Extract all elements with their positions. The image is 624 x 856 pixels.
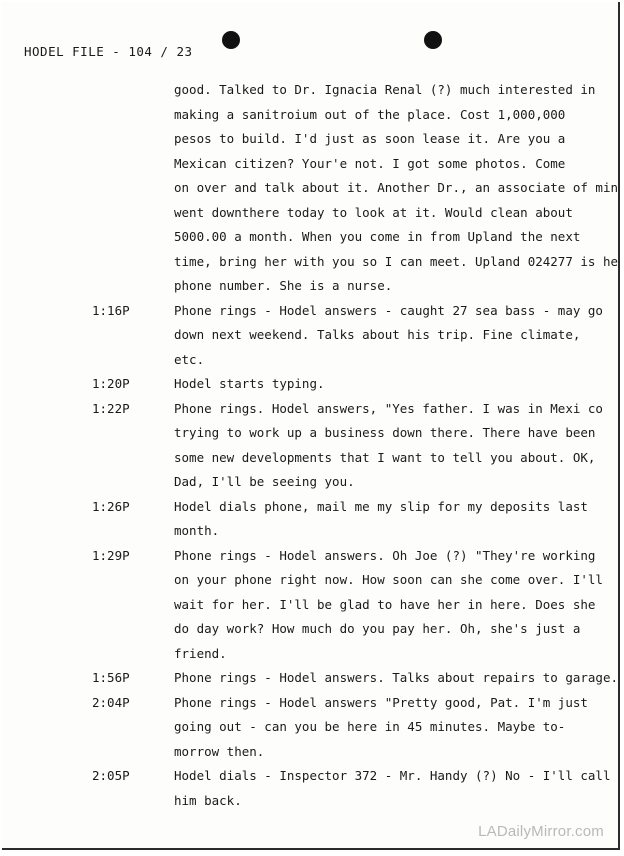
text-line: good. Talked to Dr. Ignacia Renal (?) much interested in (174, 82, 596, 97)
text-line: morrow then. (174, 743, 265, 759)
entry-time: 1:26P (92, 498, 130, 514)
text-line: him back. (174, 792, 242, 808)
text-line: month. (174, 523, 220, 538)
file-header: HODEL FILE - 104 / 23 (24, 44, 193, 59)
entry-time: 1:22P (92, 400, 130, 416)
entry-time: 1:16P (92, 302, 130, 318)
entry-time: 2:05P (92, 768, 130, 783)
log-entry (2, 372, 620, 397)
text-line: some new developments that I want to tell you about. OK, (174, 449, 596, 465)
text-line: wait for her. I'll be glad to have her in here. Does she (174, 596, 596, 612)
punch-hole-left (222, 31, 240, 49)
entry-time: 2:04P (92, 694, 130, 710)
text-line: on your phone right now. How soon can she come over. I'll (174, 572, 603, 587)
entry-time: 1:29P (92, 547, 130, 563)
entry-time: 1:20P (92, 376, 130, 391)
entry-text (174, 397, 614, 495)
text-line: went downthere today to look at it. Would clean about (174, 204, 573, 220)
text-line: friend. (174, 645, 227, 661)
text-line: Hodel dials phone, mail me my slip for my deposits last (174, 498, 588, 514)
text-line: Phone rings - Hodel answers. Talks about repairs to garage. (174, 670, 619, 685)
text-line: Dad, I'll be seeing you. (174, 474, 355, 489)
entry-text (174, 764, 614, 813)
text-line: pesos to build. I'd just as soon lease it. Are you a (174, 131, 566, 146)
intro-paragraph (174, 78, 619, 299)
text-line: Phone rings. Hodel answers, "Yes father. I was in Mexi co (174, 400, 603, 416)
entry-text (174, 691, 614, 765)
text-line: Hodel dials - Inspector 372 - Mr. Handy (?) No - I'll call (174, 768, 611, 783)
text-line: down next weekend. Talks about his trip. Fine climate, (174, 327, 581, 342)
entry-text (174, 372, 614, 397)
punch-hole-right (424, 31, 442, 49)
text-line: 5000.00 a month. When you come in from Upland the next (174, 229, 581, 244)
text-line: making a sanitroium out of the place. Cost 1,000,000 (174, 106, 566, 122)
text-line: Phone rings - Hodel answers - caught 27 sea bass - may go (174, 302, 603, 318)
site-watermark: LADailyMirror.com (478, 823, 604, 840)
text-line: phone number. She is a nurse. (174, 278, 393, 293)
text-line: Phone rings - Hodel answers. Oh Joe (?) "They're working (174, 547, 596, 563)
text-line: etc. (174, 351, 205, 367)
text-line: trying to work up a business down there. There have been (174, 425, 596, 440)
text-line: Phone rings - Hodel answers "Pretty good, Pat. I'm just (174, 694, 588, 710)
text-line: do day work? How much do you pay her. Oh, she's just a (174, 621, 581, 636)
document-page (2, 2, 620, 850)
text-line: time, bring her with you so I can meet. Upland 024277 is he (174, 253, 619, 269)
text-line: Hodel starts typing. (174, 376, 325, 391)
document-body (2, 78, 620, 813)
log-entry (2, 495, 620, 544)
text-line: on over and talk about it. Another Dr., an associate of min (174, 180, 619, 195)
entry-text (174, 666, 619, 691)
log-entry (2, 666, 620, 691)
log-entry (2, 299, 620, 373)
entry-time: 1:56P (92, 670, 130, 685)
text-line: Mexican citizen? Your'e not. I got some photos. Come (174, 155, 566, 171)
text-line: going out - can you be here in 45 minutes. Maybe to- (174, 719, 566, 734)
log-entry (2, 764, 620, 813)
log-entry (2, 691, 620, 765)
entry-text (174, 299, 614, 373)
entry-text (174, 544, 614, 667)
log-entry (2, 397, 620, 495)
log-entry (2, 544, 620, 667)
entry-text (174, 495, 614, 544)
